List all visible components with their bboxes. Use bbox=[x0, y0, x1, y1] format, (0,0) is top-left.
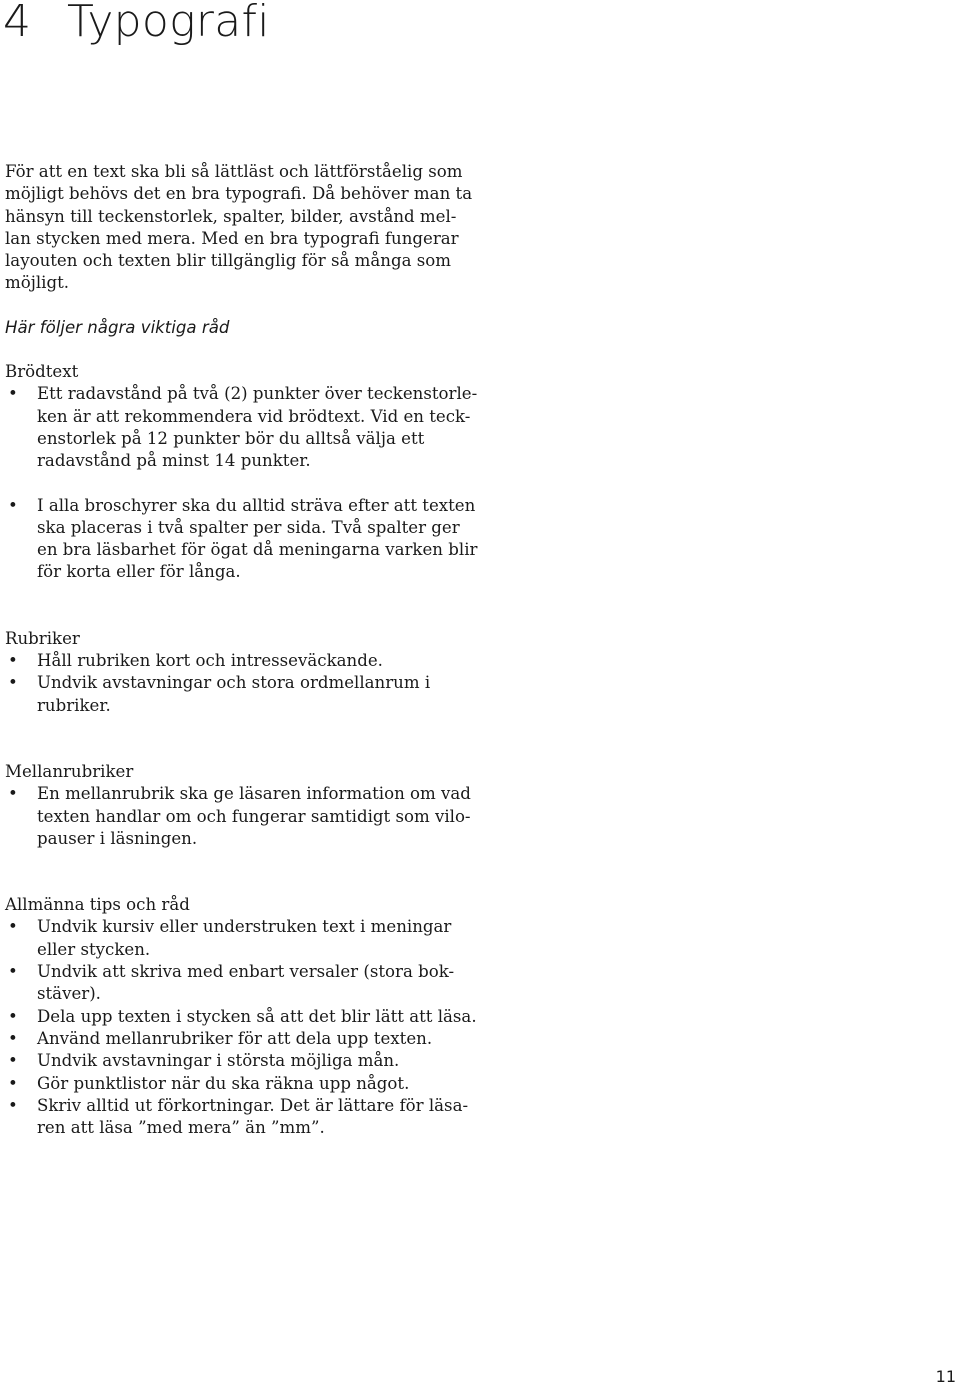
bullet-item bbox=[5, 1028, 475, 1050]
bullet-line: Ett radavstånd på två (2) punkter över teckenstorle- bbox=[37, 384, 478, 404]
intro-line: lan stycken med mera. Med en bra typografi fungerar bbox=[5, 228, 459, 248]
section-heading: Allmänna tips och råd bbox=[5, 895, 190, 915]
bullet-dot: • bbox=[8, 1095, 18, 1115]
intro-paragraph bbox=[5, 161, 475, 295]
section-heading: Mellanrubriker bbox=[5, 761, 134, 781]
bullet-item bbox=[5, 1006, 475, 1028]
bullet-item bbox=[5, 1050, 475, 1072]
section-mellanrubriker bbox=[5, 761, 475, 850]
bullet-item bbox=[5, 1095, 475, 1140]
bullet-dot: • bbox=[8, 384, 18, 404]
section-heading: Brödtext bbox=[5, 362, 79, 382]
bullet-item bbox=[5, 383, 478, 472]
section-heading: Rubriker bbox=[5, 628, 80, 648]
page-content bbox=[5, 161, 478, 1183]
section-allmanna-tips bbox=[5, 894, 475, 1139]
intro-line: möjligt. bbox=[5, 273, 70, 293]
bullet-item bbox=[5, 961, 475, 1006]
section-rubriker bbox=[5, 628, 475, 717]
chapter-number: 4 bbox=[3, 0, 32, 47]
bullet-line: Skriv alltid ut förkortningar. Det är lättare för läsa- bbox=[37, 1095, 469, 1115]
bullet-item bbox=[5, 495, 478, 584]
chapter-title: Typografi bbox=[67, 0, 270, 47]
bullet-dot: • bbox=[8, 651, 18, 671]
bullet-dot: • bbox=[8, 495, 18, 515]
bullet-item bbox=[5, 783, 475, 850]
bullet-dot: • bbox=[8, 673, 18, 693]
bullet-line: ska placeras i två spalter per sida. Två spalter ger bbox=[37, 517, 460, 537]
bullet-dot: • bbox=[8, 784, 18, 804]
section-brodtext bbox=[5, 361, 478, 584]
intro-line: För att en text ska bli så lättläst och lättförståelig som bbox=[5, 162, 463, 181]
bullet-dot: • bbox=[8, 1006, 18, 1026]
bullet-line: Håll rubriken kort och intresseväckande. bbox=[37, 651, 383, 671]
chapter-heading bbox=[3, 0, 270, 50]
advice-lead-in: Här följer några viktiga råd bbox=[5, 317, 230, 337]
bullet-line: Undvik kursiv eller understruken text i meningar bbox=[37, 917, 452, 937]
bullet-line: för korta eller för långa. bbox=[37, 562, 241, 582]
bullet-dot: • bbox=[8, 962, 18, 982]
bullet-line: Gör punktlistor när du ska räkna upp något. bbox=[37, 1073, 410, 1093]
bullet-line: I alla broschyrer ska du alltid sträva efter att texten bbox=[37, 495, 476, 515]
bullet-line: enstorlek på 12 punkter bör du alltså välja ett bbox=[37, 428, 425, 448]
bullet-item bbox=[5, 916, 475, 961]
bullet-line: Undvik att skriva med enbart versaler (stora bok- bbox=[37, 962, 455, 982]
bullet-dot: • bbox=[8, 1051, 18, 1071]
bullet-dot: • bbox=[8, 1028, 18, 1048]
bullet-line: stäver). bbox=[37, 984, 101, 1004]
bullet-item bbox=[5, 1073, 475, 1095]
bullet-item bbox=[5, 672, 475, 717]
intro-line: layouten och texten blir tillgänglig för så många som bbox=[5, 251, 451, 271]
bullet-item bbox=[5, 650, 475, 672]
bullet-dot: • bbox=[8, 1073, 18, 1093]
bullet-line: Undvik avstavningar i största möjliga mån. bbox=[37, 1051, 400, 1071]
page-number: 11 bbox=[935, 1367, 956, 1386]
bullet-line: En mellanrubrik ska ge läsaren information om vad bbox=[37, 784, 471, 804]
intro-line: möjligt behövs det en bra typografi. Då behöver man ta bbox=[5, 184, 473, 204]
bullet-line: eller stycken. bbox=[37, 939, 151, 959]
bullet-line: rubriker. bbox=[37, 695, 111, 715]
bullet-line: Undvik avstavningar och stora ordmellanrum i bbox=[37, 673, 431, 693]
bullet-line: ken är att rekommendera vid brödtext. Vid en teck- bbox=[37, 406, 471, 426]
bullet-line: ren att läsa ”med mera” än ”mm”. bbox=[37, 1118, 325, 1138]
bullet-line: texten handlar om och fungerar samtidigt som vilo- bbox=[37, 806, 471, 826]
bullet-line: radavstånd på minst 14 punkter. bbox=[37, 451, 311, 471]
bullet-line: pauser i läsningen. bbox=[37, 828, 198, 848]
bullet-line: en bra läsbarhet för ögat då meningarna varken blir bbox=[37, 540, 478, 560]
intro-line: hänsyn till teckenstorlek, spalter, bilder, avstånd mel- bbox=[5, 206, 457, 226]
bullet-line: Dela upp texten i stycken så att det blir lätt att läsa. bbox=[37, 1006, 477, 1026]
bullet-dot: • bbox=[8, 917, 18, 937]
bullet-line: Använd mellanrubriker för att dela upp texten. bbox=[37, 1028, 433, 1048]
